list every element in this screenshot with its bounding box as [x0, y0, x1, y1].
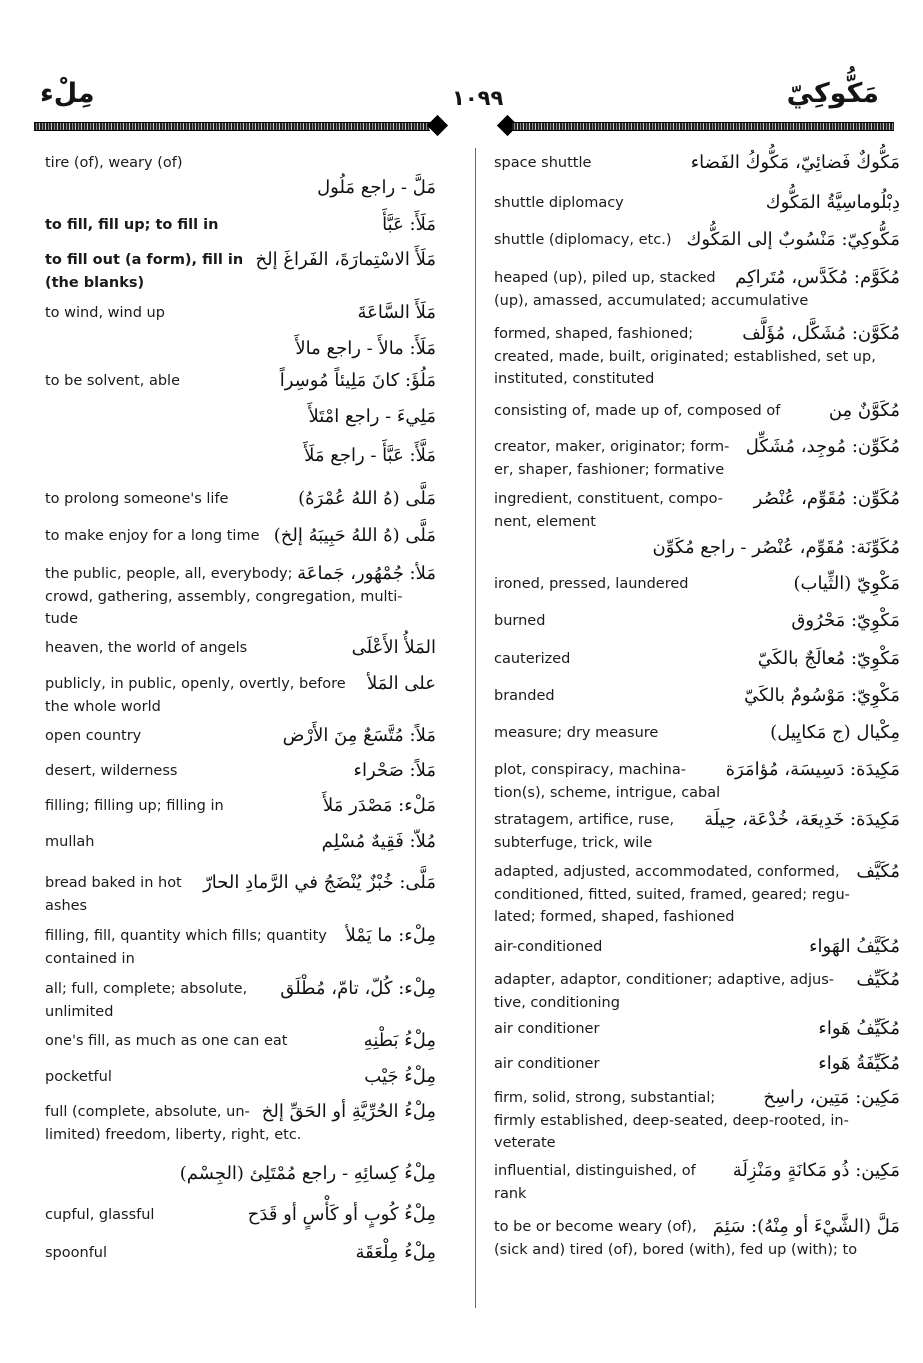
entry-arabic: مَلَأَ: مالأَ - راجع مالأَ	[295, 338, 436, 359]
entry-arabic: دِبْلُوماسِيَّةُ المَكُّوك	[765, 192, 900, 213]
entry-arabic: مَلُؤَ: كانَ مَلِيئاً مُوسِراً	[279, 370, 436, 391]
entry-arabic: مَكُّوكِيّ: مَنْسُوبٌ إلى المَكُّوك	[686, 229, 900, 250]
dictionary-entry	[494, 1053, 599, 1076]
entry-arabic: مَلَّى (هُ اللهُ عُمْرَهُ)	[298, 488, 436, 509]
entry-english: all; full, complete; absolute,	[45, 981, 248, 997]
entry-arabic: مُكَوِّن: مُوجِد، مُشَكِّل	[745, 436, 900, 457]
entry-arabic: مَكْوِيّ: مَوْسُومٌ بالكَيّ	[744, 685, 900, 706]
entry-english: burned	[494, 613, 546, 629]
entry-english: er, shaper, fashioner; formative	[494, 461, 725, 478]
dictionary-entry	[494, 809, 674, 854]
entry-arabic: مِلْءُ بَطْنِهِ	[363, 1030, 436, 1051]
entry-arabic: مَلاً: صَحْراء	[353, 760, 436, 781]
entry-arabic: مَكْوِيّ: مَحْرُوق	[791, 610, 900, 631]
entry-english: limited) freedom, liberty, right, etc.	[45, 1126, 302, 1143]
entry-arabic: مُكَوِّنَة: مُقَوِّم، عُنْصُر - راجع مُكَوِّن	[652, 537, 900, 558]
dictionary-entry	[494, 610, 545, 633]
entry-english: air conditioner	[494, 1021, 600, 1037]
entry-english: one's fill, as much as one can eat	[45, 1033, 288, 1049]
entry-english: firm, solid, strong, substantial;	[494, 1090, 716, 1106]
entry-arabic: مُلاّ: فَقِيهٌ مُسْلِم	[321, 831, 436, 852]
entry-english: (up), amassed, accumulated; accumulative	[494, 292, 809, 309]
entry-english: measure; dry measure	[494, 725, 659, 741]
entry-english: rank	[494, 1185, 527, 1202]
dictionary-entry	[494, 722, 658, 745]
entry-english: space shuttle	[494, 155, 592, 171]
entry-arabic: مَلَّى: خُبْزٌ يُنْضَجُ في الرَّمادِ الحارّ	[203, 872, 436, 893]
entry-english: contained in	[45, 950, 135, 967]
entry-arabic: مَكِيدَة: دَسِيسَة، مُؤامَرَة	[725, 759, 900, 780]
entry-arabic: مَكْوِيّ: مُعالَجٌ بالكَيّ	[757, 648, 900, 669]
entry-arabic: مِلْءُ جَيْب	[364, 1066, 436, 1087]
entry-english: air-conditioned	[494, 939, 603, 955]
entry-english: plot, conspiracy, machina-	[494, 762, 686, 778]
entry-english: shuttle diplomacy	[494, 195, 624, 211]
entry-english: formed, shaped, fashioned;	[494, 326, 694, 342]
entry-arabic: المَلأُ الأَعْلَى	[351, 637, 436, 658]
dictionary-entry	[494, 759, 720, 804]
entry-english: to be solvent, able	[45, 373, 180, 389]
entry-english: filling, fill, quantity which fills; quantity	[45, 928, 327, 944]
entry-arabic: مَلاً: مُتَّسَعٌ مِنَ الأَرْض	[282, 725, 436, 746]
page-number: ١٠٩٩	[452, 86, 504, 110]
entry-english: to be or become weary (of),	[494, 1219, 697, 1235]
entry-english: open country	[45, 728, 142, 744]
entry-english: bread baked in hot	[45, 875, 182, 891]
entry-english: branded	[494, 688, 555, 704]
entry-arabic: مَلَأَ الاسْتِمارَةَ، الفَراغَ إلخ	[255, 249, 436, 270]
entry-english: creator, maker, originator; form-	[494, 439, 730, 455]
dictionary-entry	[494, 969, 834, 1014]
entry-arabic: مَلأ: جُمْهُور، جَماعَة	[297, 563, 436, 584]
entry-english: mullah	[45, 834, 95, 850]
entry-english: to make enjoy for a long time	[45, 528, 260, 544]
entry-english: adapter, adaptor, conditioner; adaptive, adjus-	[494, 972, 835, 988]
entry-arabic: مُكَوِّن: مُقَوِّم، عُنْصُر	[753, 488, 900, 509]
entry-english: the whole world	[45, 698, 161, 715]
entry-english: cupful, glassful	[45, 1207, 155, 1223]
entry-arabic: مَلَأَ: عَبَّأَ	[382, 214, 436, 235]
entry-arabic: مُكَوَّم: مُكَدَّس، مُتَراكِم	[735, 267, 900, 288]
entry-arabic: مُكَيَّفُ الهَواء	[809, 936, 900, 957]
entry-english: to fill, fill up; to fill in	[45, 217, 219, 233]
entry-english: lated; formed, shaped, fashioned	[494, 909, 735, 925]
entry-english: cauterized	[494, 651, 571, 667]
entry-english: veterate	[494, 1135, 556, 1151]
dictionary-entry	[494, 400, 780, 423]
entry-arabic: مِلْءُ كِسائِهِ - راجع مُمْتَلِئ (الجِسْم)	[179, 1163, 436, 1184]
entry-english: air conditioner	[494, 1056, 600, 1072]
dictionary-entry	[494, 152, 591, 175]
entry-english: nent, element	[494, 513, 596, 530]
entry-arabic: مِلْء: ما يَمْلأ	[345, 925, 436, 946]
entry-english: instituted, constituted	[494, 371, 655, 387]
entry-arabic: مَلَأَ السَّاعَةَ	[357, 302, 436, 323]
entry-arabic: مَلِيءَ - راجع امْتَلأَ	[308, 406, 436, 427]
entry-english: firmly established, deep-seated, deep-rooted, in-	[494, 1112, 849, 1129]
entry-english: unlimited	[45, 1003, 114, 1020]
entry-arabic: مَكِين: مَتِين، راسِخ	[763, 1087, 900, 1108]
entry-english: filling; filling up; filling in	[45, 798, 224, 814]
headword-right: مَكُّوكِيّ	[786, 78, 879, 109]
dictionary-entry	[494, 861, 850, 929]
entry-english: tive, conditioning	[494, 994, 620, 1011]
dictionary-entry	[494, 1018, 599, 1041]
entry-english: adapted, adjusted, accommodated, conformed,	[494, 864, 840, 880]
entry-english: ingredient, constituent, compo-	[494, 491, 723, 507]
dictionary-entry	[494, 229, 671, 252]
entry-english: shuttle (diplomacy, etc.)	[494, 232, 672, 248]
entry-arabic: مُكَيِّف	[856, 969, 900, 990]
entry-english: heaven, the world of angels	[45, 640, 248, 656]
entry-english: (sick and) tired (of), bored (with), fed up (with); to	[494, 1241, 858, 1258]
entry-english: to fill out (a form), fill in	[45, 252, 244, 268]
entry-english: subterfuge, trick, wile	[494, 834, 653, 851]
entry-arabic: مَكِين: ذُو مَكانَةٍ ومَنْزِلَة	[732, 1160, 900, 1181]
entry-arabic: مِلْءُ مِلْعَقَة	[355, 1242, 436, 1263]
dictionary-entry	[494, 192, 624, 215]
entry-arabic: على المَلأ	[366, 673, 436, 694]
dictionary-entry	[494, 436, 729, 481]
entry-arabic: مُكَوَّنٌ مِن	[828, 400, 900, 421]
entry-arabic: مِلْء: كُلّ، تامّ، مُطْلَق	[280, 978, 436, 999]
entry-arabic: مَكِيدَة: خَدِيعَة، خُدْعَة، حِيلَة	[704, 809, 900, 830]
dictionary-entry	[494, 936, 602, 959]
entry-english: conditioned, fitted, suited, framed, geared; regu-	[494, 886, 850, 903]
entry-english: to wind, wind up	[45, 305, 165, 321]
entry-english: created, made, built, originated; established, set up,	[494, 348, 876, 365]
entry-arabic: مَكْوِيّ (الثِّياب)	[793, 573, 900, 594]
entry-arabic: مَلْء: مَصْدَر مَلأَ	[322, 795, 436, 816]
entry-arabic: مَلَّ - راجع مَلُول	[317, 177, 436, 198]
entry-arabic: مَلَّى (هُ اللهُ حَبِيبَهُ إلخ)	[273, 525, 436, 546]
entry-arabic: مَلَّأَ: عَبَّأَ - راجع مَلَأَ	[304, 445, 436, 466]
entry-arabic: مِكْيال (ج مَكايِيل)	[770, 722, 900, 743]
entry-english: the public, people, all, everybody;	[45, 566, 293, 582]
entry-english: spoonful	[45, 1245, 108, 1261]
dictionary-entry	[494, 648, 570, 671]
entry-english: full (complete, absolute, un-	[45, 1104, 250, 1120]
entry-english: heaped (up), piled up, stacked	[494, 270, 716, 286]
entry-english: to prolong someone's life	[45, 491, 229, 507]
entry-arabic: مُكَوَّن: مُشَكَّل، مُؤَلَّف	[742, 323, 900, 344]
dictionary-entry	[494, 1160, 696, 1205]
entry-arabic: مِلْءُ كُوبٍ أو كَأْسٍ أو قَدَح	[247, 1204, 436, 1225]
entry-english: ashes	[45, 897, 88, 914]
entry-english: crowd, gathering, assembly, congregation, multi-	[45, 588, 403, 605]
dictionary-entry	[494, 573, 688, 596]
entry-arabic: مُكَيِّفَةُ هَواء	[818, 1053, 900, 1074]
entry-arabic: مُكَيِّفُ هَواء	[818, 1018, 900, 1039]
entry-english: desert, wilderness	[45, 763, 178, 779]
entry-arabic: مُكَيَّف	[856, 861, 900, 882]
entry-english: (the blanks)	[45, 274, 145, 291]
entry-english: influential, distinguished, of	[494, 1163, 696, 1179]
entry-english: tude	[45, 611, 79, 627]
entry-english: stratagem, artifice, ruse,	[494, 812, 675, 828]
entry-english: tire (of), weary (of)	[45, 155, 183, 171]
entry-english: ironed, pressed, laundered	[494, 576, 689, 592]
headword-left: مِلْء	[40, 78, 95, 109]
entry-arabic: مَكُّوكٌ فَضائِيّ، مَكُّوكُ الفَضاء	[690, 152, 900, 173]
dictionary-entry	[494, 488, 723, 533]
entry-arabic: مِلْءُ الحُرِّيَّةِ أو الحَقِّ إلخ	[261, 1101, 436, 1122]
entry-arabic: مَلَّ (الشَّيْءَ أو مِنْهُ): سَئِمَ	[712, 1216, 900, 1237]
dictionary-entry	[494, 685, 555, 708]
entry-english: tion(s), scheme, intrigue, cabal	[494, 784, 721, 801]
entry-english: consisting of, made up of, composed of	[494, 403, 781, 419]
entry-english: publicly, in public, openly, overtly, before	[45, 676, 346, 692]
entry-english: pocketful	[45, 1069, 112, 1085]
